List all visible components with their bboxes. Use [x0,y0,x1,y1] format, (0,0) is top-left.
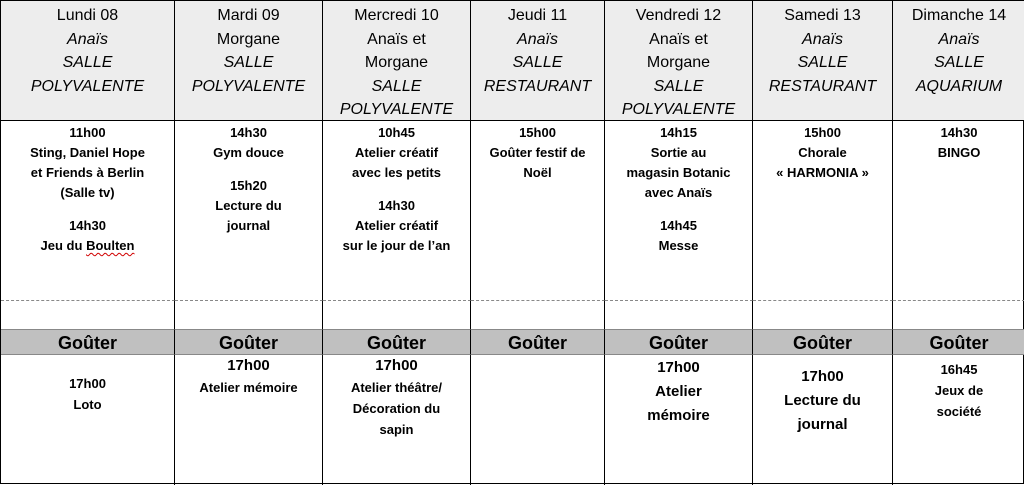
spacer-cell [605,301,753,329]
activities-jeudi [471,121,605,301]
activity-time: 17h00 [375,357,418,374]
activities-mardi [175,121,323,301]
day-header-jeudi [471,1,605,121]
activities-mercredi [323,121,471,301]
activity-time: 17h00 [69,376,106,391]
staff-label: Anaïs et [367,30,426,48]
activity-time: 15h20 [230,178,267,193]
spacer-cell [175,301,323,329]
room-label: SALLE [62,54,113,71]
day-label: Samedi 13 [784,7,861,24]
activity-time: 16h45 [940,362,978,377]
staff-label: Morgane [364,54,429,71]
activity-text: Jeu du Boulten [40,238,135,253]
activity-text: Jeux de [934,383,984,398]
staff-label: Morgane [216,30,281,48]
activity-text: Atelier mémoire [199,380,298,395]
gouter-label: Goûter [1,329,175,355]
activity-text: avec les petits [352,165,441,180]
spacer-cell [471,301,605,329]
activity-time: 14h30 [230,125,267,140]
late-activities-dimanche [893,355,1024,485]
gouter-label: Goûter [471,329,605,355]
staff-label: Anaïs [802,30,843,48]
spacer-cell [323,301,471,329]
activity-time: 14h30 [940,125,978,140]
activity-text: Goûter festif de [489,145,586,160]
room-label: POLYVALENTE [621,101,736,118]
activity-text: Lecture du [215,198,282,213]
room-label: RESTAURANT [768,77,877,95]
spacer-cell [1,301,175,329]
spacer-cell [753,301,893,329]
activity-text: avec Anaïs [644,185,713,200]
spacer-cell [893,301,1024,329]
late-activities-jeudi [471,355,605,485]
activity-time: 14h45 [660,218,697,233]
activity-text: Messe [658,238,699,253]
activity-text: Décoration du [352,401,441,416]
activity-time: 14h30 [69,218,106,233]
day-header-mardi [175,1,323,121]
room-label: POLYVALENTE [339,101,454,118]
late-activities-mardi [175,355,323,485]
room-label: RESTAURANT [483,77,592,95]
room-label: AQUARIUM [915,77,1003,95]
activities-samedi [753,121,893,301]
day-label: Dimanche 14 [911,7,1007,24]
activity-text: Noël [523,165,552,180]
activities-lundi [1,121,175,301]
activity-text: Atelier créatif [354,218,439,233]
activity-time: 14h30 [378,198,415,213]
activity-text: (Salle tv) [60,185,115,200]
activity-text: Gym douce [213,145,284,160]
activity-text: journal [797,416,848,433]
activity-text [1,236,174,256]
day-header-vendredi [605,1,753,121]
activity-text: et Friends à Berlin [30,165,145,180]
staff-label: Anaïs [938,30,980,48]
staff-label: Anaïs [517,30,558,48]
staff-label: Anaïs et [649,30,708,48]
activity-text: Chorale [798,145,847,160]
room-label: POLYVALENTE [30,77,145,95]
day-label: Vendredi 12 [635,7,722,24]
room-label: SALLE [797,54,848,71]
activity-text: journal [226,218,271,233]
day-header-dimanche [893,1,1024,121]
activity-time: 17h00 [801,368,844,385]
room-label: POLYVALENTE [191,77,306,95]
room-label: SALLE [371,77,422,95]
room-label: SALLE [512,54,563,71]
gouter-label: Goûter [175,329,323,355]
activity-time: 10h45 [378,125,415,140]
gouter-label: Goûter [605,329,753,355]
activities-vendredi [605,121,753,301]
activity-text: sapin [379,422,414,437]
activity-time: 15h00 [519,125,556,140]
day-label: Mardi 09 [217,7,280,24]
activity-text: Loto [73,397,102,412]
gouter-label: Goûter [753,329,893,355]
activity-text: BINGO [937,145,981,160]
day-header-lundi [1,1,175,121]
late-activities-lundi [1,355,175,485]
activity-text: mémoire [647,407,710,424]
day-label: Mercredi 10 [354,7,439,24]
activity-text: Atelier théâtre/ [350,380,443,395]
activity-text: sur le jour de l’an [342,238,451,253]
activity-time: 15h00 [804,125,841,140]
activity-text: Sting, Daniel Hope [30,145,145,160]
room-label: SALLE [653,77,704,95]
activity-time: 11h00 [69,125,106,140]
activity-text: société [936,404,982,419]
activity-text: Lecture du [784,392,861,409]
staff-label: Anaïs [67,30,108,48]
staff-label: Morgane [646,54,711,71]
late-activities-vendredi [605,355,753,485]
activity-text: « HARMONIA » [776,165,869,180]
day-header-mercredi [323,1,471,121]
day-label: Jeudi 11 [507,7,568,24]
late-activities-samedi [753,355,893,485]
gouter-label: Goûter [893,329,1024,355]
gouter-label: Goûter [323,329,471,355]
spellcheck-underline: Boulten [86,238,135,253]
room-label: SALLE [934,54,984,71]
day-header-samedi [753,1,893,121]
activity-text: Atelier créatif [354,145,439,160]
activity-time: 17h00 [657,359,700,376]
activity-time: 14h15 [660,125,697,140]
activity-text: Atelier [655,383,702,400]
activity-time: 17h00 [227,357,270,374]
activity-text: Sortie au [650,145,707,160]
activities-dimanche [893,121,1024,301]
room-label: SALLE [223,54,274,71]
day-label: Lundi 08 [56,7,119,24]
late-activities-mercredi [323,355,471,485]
activity-text: magasin Botanic [626,165,731,180]
